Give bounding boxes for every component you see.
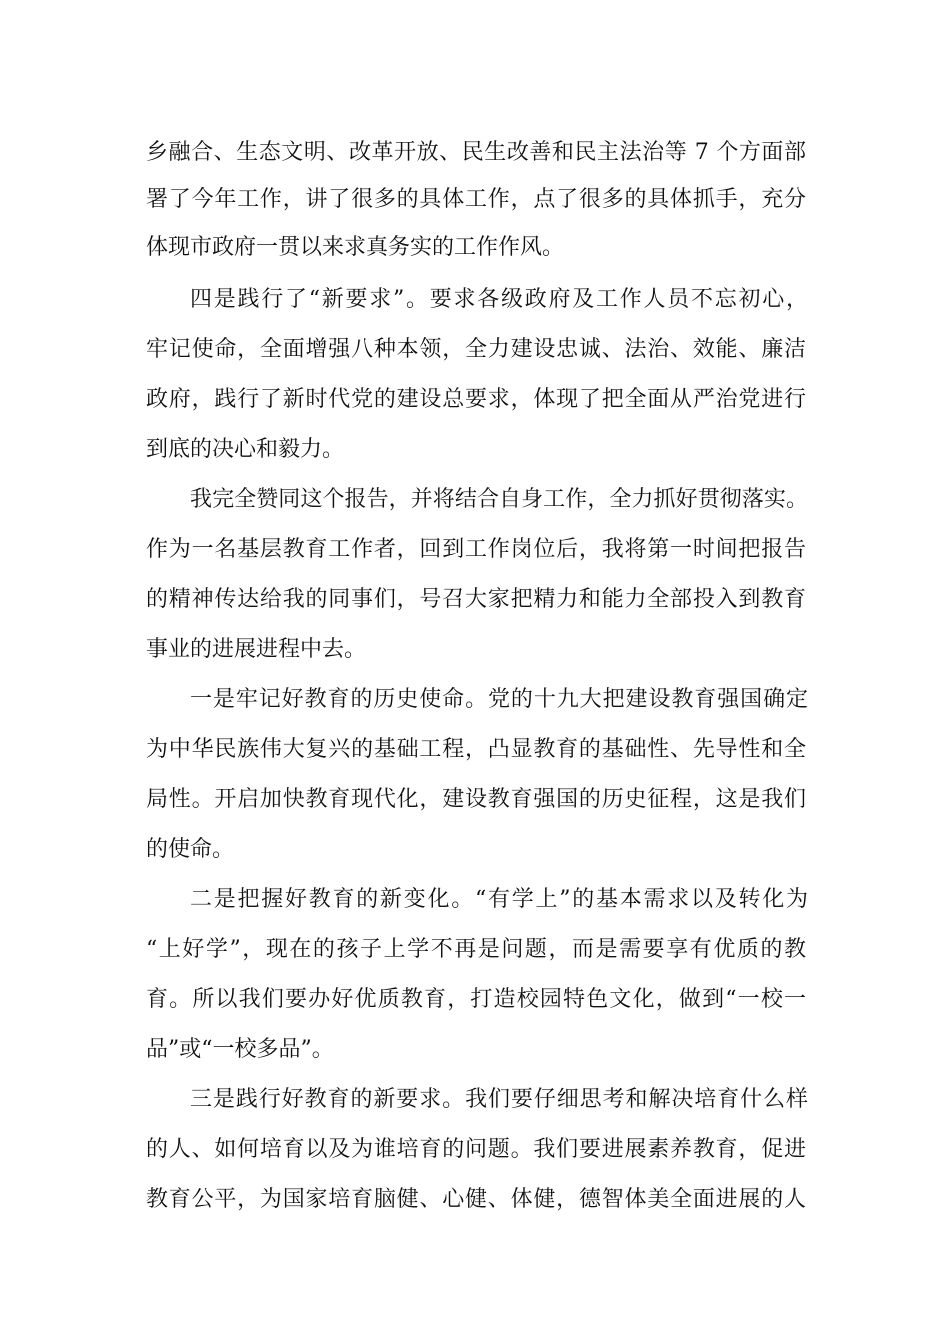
text-line: 的人、如何培育以及为谁培育的问题。我们要进展素养教育，促进 — [146, 1137, 806, 1162]
paragraph-start-line: 四是践行了“新要求”。要求各级政府及工作人员不忘初心， — [190, 287, 808, 312]
text-line: 政府，践行了新时代党的建设总要求，体现了把全面从严治党进行 — [146, 387, 806, 412]
paragraph-start-line: 二是把握好教育的新变化。“有学上”的基本需求以及转化为 — [190, 887, 808, 912]
text-line: 事业的进展进程中去。 — [146, 637, 367, 662]
text-line: 局性。开启加快教育现代化，建设教育强国的历史征程，这是我们 — [146, 787, 806, 812]
paragraph-start-line: 我完全赞同这个报告，并将结合自身工作，全力抓好贯彻落实。 — [190, 487, 808, 512]
text-line: 署了今年工作，讲了很多的具体工作，点了很多的具体抓手，充分 — [146, 187, 806, 212]
text-line: 牢记使命，全面增强八种本领，全力建设忠诚、法治、效能、廉洁 — [146, 337, 806, 362]
text-line: “上好学”，现在的孩子上学不再是问题，而是需要享有优质的教 — [146, 937, 806, 962]
text-line: 品”或“一校多品”。 — [146, 1037, 334, 1062]
text-line: 的使命。 — [146, 837, 235, 862]
text-line: 育。所以我们要办好优质教育，打造校园特色文化，做到“一校一 — [146, 987, 806, 1012]
text-line: 作为一名基层教育工作者，回到工作岗位后，我将第一时间把报告 — [146, 537, 806, 562]
text-line: 为中华民族伟大复兴的基础工程，凸显教育的基础性、先导性和全 — [146, 737, 806, 762]
text-line: 教育公平，为国家培育脑健、心健、体健，德智体美全面进展的人 — [146, 1187, 806, 1212]
text-line: 体现市政府一贯以来求真务实的工作作风。 — [146, 235, 565, 260]
paragraph-start-line: 三是践行好教育的新要求。我们要仔细思考和解决培育什么样 — [190, 1087, 808, 1112]
text-line: 到底的决心和毅力。 — [146, 437, 345, 462]
paragraph-start-line: 一是牢记好教育的历史使命。党的十九大把建设教育强国确定 — [190, 687, 808, 712]
text-line: 的精神传达给我的同事们，号召大家把精力和能力全部投入到教育 — [146, 587, 806, 612]
text-line: 乡融合、生态文明、改革开放、民生改善和民主法治等 7 个方面部 — [146, 140, 806, 165]
